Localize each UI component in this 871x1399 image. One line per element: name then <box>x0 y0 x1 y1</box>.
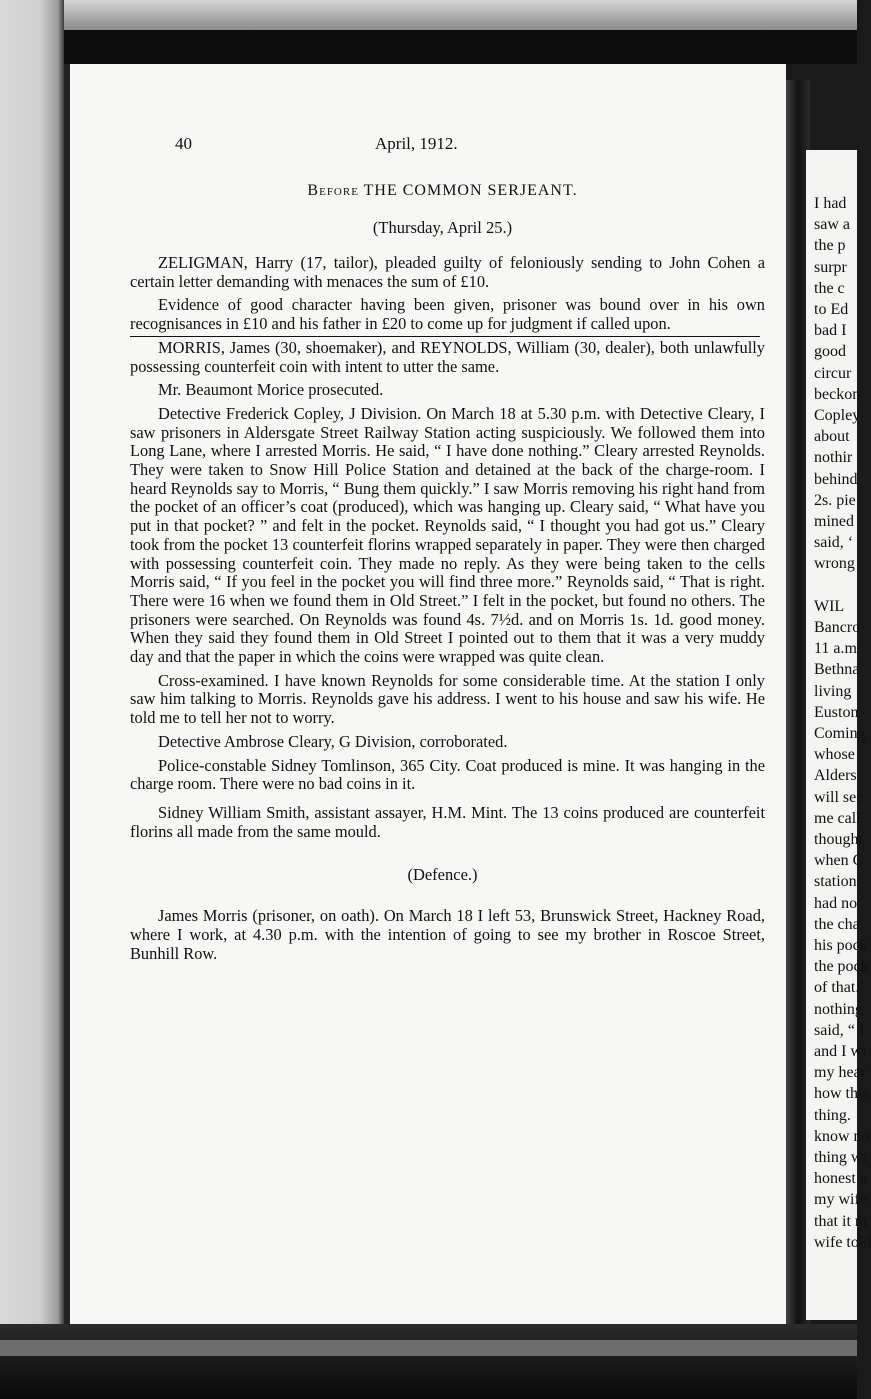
facing-page-line: will see <box>814 788 864 806</box>
facing-page-line: 2s. pie <box>814 491 856 509</box>
facing-page-line: beckon <box>814 385 861 403</box>
scan-dark-band <box>0 30 857 64</box>
facing-page-line: my wife <box>814 1191 867 1209</box>
facing-page-line: about <box>814 428 850 446</box>
facing-page-line: Copley <box>814 407 861 424</box>
facing-page-line: of that.’ <box>814 979 865 997</box>
facing-page-line: said, ‘ <box>814 534 854 552</box>
paragraph-morris-charge: MORRIS, James (30, shoemaker), and REYNOLDS, William (30, dealer), both unlawfully possessing counterfeit coin with intent to utter the same. <box>130 337 765 376</box>
facing-page-line: circur <box>814 364 852 382</box>
scan-bottom-band <box>0 1324 857 1399</box>
paragraph-zeligman: ZELIGMAN, Harry (17, tailor), pleaded guilty of feloniously sending to John Cohen a certain letter demanding with menaces the sum of £10. <box>130 253 765 291</box>
facing-page-line: to Ed <box>814 301 849 318</box>
paragraph-smith: Sidney William Smith, assistant assayer, H.M. Mint. The 13 coins produced are counterfeit florins all made from the same mould. <box>130 802 765 841</box>
case-divider <box>130 336 760 337</box>
facing-page-line: the cha <box>814 915 860 933</box>
facing-page-line: Bethna <box>814 661 860 679</box>
facing-page-line: nothir <box>814 449 853 467</box>
facing-page-line: WIL <box>814 597 845 615</box>
facing-page-line: had no <box>814 894 858 912</box>
facing-page-line: Coming <box>814 725 866 742</box>
facing-page-line: surpr <box>814 258 847 276</box>
running-header <box>120 130 765 160</box>
facing-page-line: Alders <box>814 767 857 785</box>
facing-page-line: 11 a.m <box>814 640 857 658</box>
paragraph-prosecutor: Mr. Beaumont Morice prosecuted. <box>158 380 384 400</box>
facing-page-line: said, “ I <box>814 1021 865 1039</box>
defence-heading: (Defence.) <box>407 865 478 885</box>
facing-page-line: mined <box>814 513 854 530</box>
paragraph-copley-evidence: Detective Frederick Copley, J Division. On March 18 at 5.30 p.m. with Detective Cleary, I saw prisoners in Aldersgate Street Railway Station acting suspiciously. We followed them into Long Lane, where I arrested Morris. He said, “ I have done nothing.” Cleary arrested Reynolds. They were taken to Snow Hill Police Station and detained at the back of the charge-room. I heard Reynolds say to Morris, “ Bung them quickly.” I saw Morris removing his right hand from the pocket of an officer’s coat (produced), which was hanging up. Cleary said, “ What have you put in that pocket? ” and felt in the pocket. Reynolds said, “ I thought you had got us.” Cleary took from the pocket 13 counterfeit florins wrapped separately in paper. They were then charged with possessing counterfeit coin. They made no reply. As they were being taken to the cells Morris said, “ If you feel in the pocket you will find three more.” Reynolds said, “ That is right. There were 16 when we found them in Old Street.” I felt in the pocket, but found no others. The prisoners were searched. On Reynolds was found 4s. 7½d. and on Morris 1s. 1d. good money. When they said they found them in Old Street I pointed out to them that it was a very muddy day and that the paper in which the coins were wrapped was quite clean. <box>130 403 765 667</box>
facing-page-line: good <box>814 343 846 361</box>
facing-page-line: I had <box>814 195 847 212</box>
header-date: April, 1912. <box>375 134 458 153</box>
facing-page-line: thing wr <box>814 1149 868 1166</box>
scan-top-edge <box>0 0 857 30</box>
facing-page-line: me call <box>814 809 861 827</box>
facing-page <box>806 150 871 1320</box>
court-heading: Before THE COMMON SERJEANT. <box>307 182 578 199</box>
facing-page-line: my hear <box>814 1064 866 1082</box>
facing-page-line: how this <box>814 1085 869 1103</box>
facing-page-line: living <box>814 682 852 700</box>
facing-page-line: whose <box>814 746 855 764</box>
facing-page-line: thought <box>814 831 863 848</box>
facing-page-line: wrong <box>814 555 855 573</box>
facing-page-line: honest a <box>814 1170 867 1188</box>
facing-page-line: that it m <box>814 1212 868 1230</box>
page-text <box>120 130 765 964</box>
facing-page-line: thing. <box>814 1106 851 1124</box>
page-number: 40 <box>175 134 192 153</box>
facing-page-line: behind <box>814 470 858 488</box>
facing-page-line: his pock <box>814 937 868 954</box>
facing-page-line: Euston <box>814 703 859 721</box>
facing-page-line: know no <box>814 1127 870 1145</box>
facing-page-line: bad I <box>814 322 847 340</box>
facing-page-line: the p <box>814 237 846 255</box>
facing-page-line: when C <box>814 852 864 870</box>
paragraph-cross-examined: Cross-examined. I have known Reynolds for some considerable time. At the station I only saw him talking to Morris. Reynolds gave his address. I went to his house and saw his wife. He told me to tell her not to worry. <box>130 670 765 728</box>
sitting-date: (Thursday, April 25.) <box>372 218 513 237</box>
paragraph-tomlinson: Police-constable Sidney Tomlinson, 365 City. Coat produced is mine. It was hanging in the charge room. There were no bad coins in it. <box>130 755 765 794</box>
facing-page-line: station <box>814 873 857 891</box>
facing-page-line: and I wi <box>814 1043 867 1060</box>
facing-page-line: the pock <box>814 958 869 976</box>
facing-page-line: nothing <box>814 1000 863 1018</box>
scan-bottom-strip <box>0 1340 857 1356</box>
paragraph-cleary: Detective Ambrose Cleary, G Division, corroborated. <box>158 731 508 751</box>
facing-page-line: wife told <box>814 1233 871 1251</box>
paragraph-morris-testimony: James Morris (prisoner, on oath). On March 18 I left 53, Brunswick Street, Hackney Road, where I work, at 4.30 p.m. with the intention of going to see my brother in Roscoe Street, Bunhill Row. <box>130 906 765 963</box>
facing-page-line: saw a <box>814 216 850 234</box>
facing-page-line: the c <box>814 279 845 297</box>
paragraph-sentence: Evidence of good character having been given, prisoner was bound over in his own recognisances in £10 and his father in £20 to come up for judgment if called upon. <box>130 295 765 334</box>
book-left-edge <box>0 0 64 1399</box>
facing-page-line: Bancro <box>814 619 861 636</box>
